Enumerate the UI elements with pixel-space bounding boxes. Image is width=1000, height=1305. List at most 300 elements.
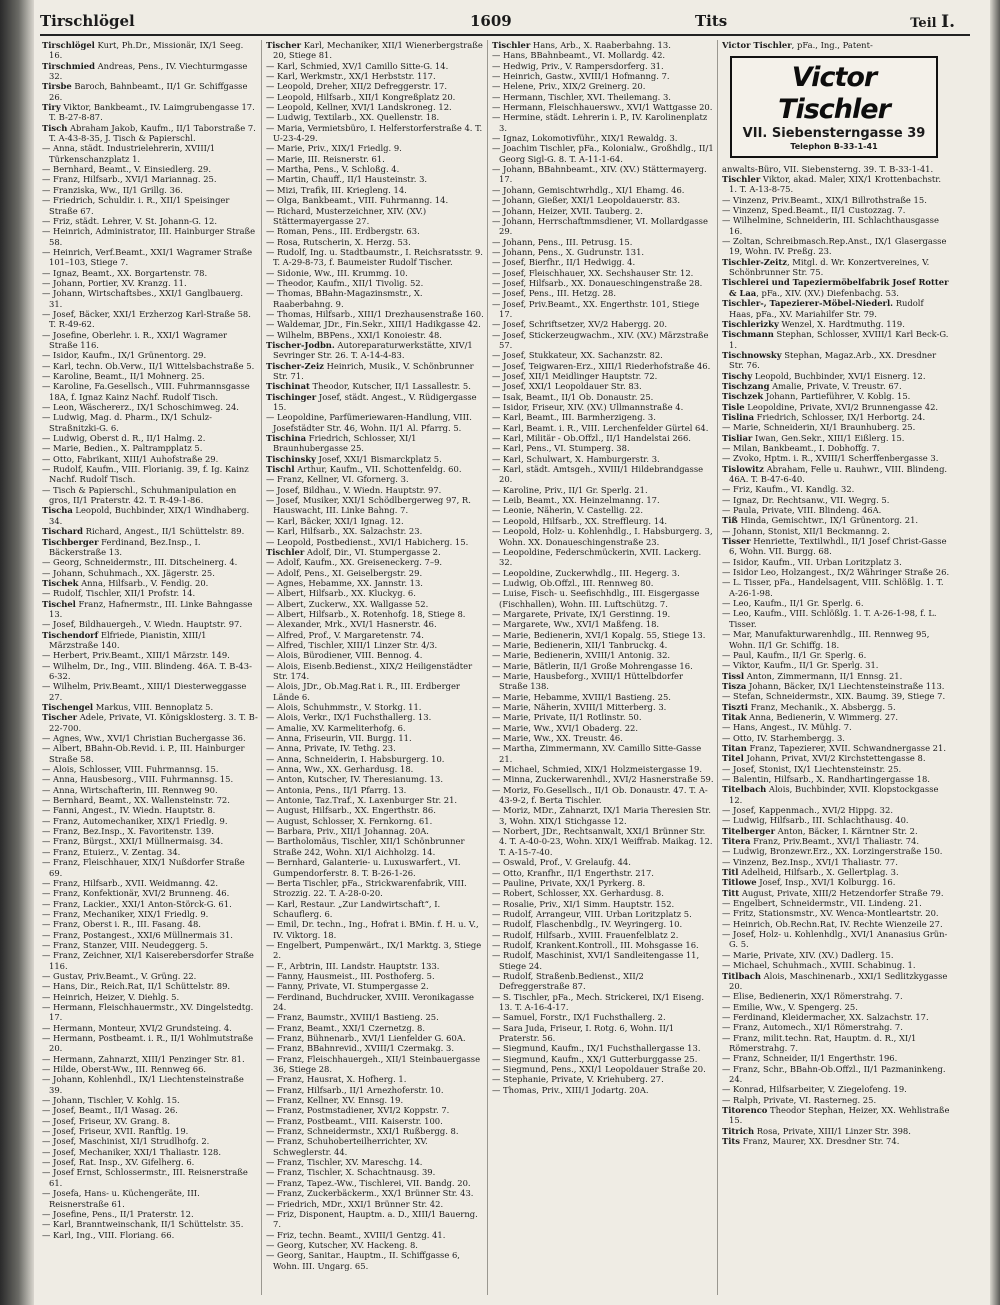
directory-entry xyxy=(42,795,258,805)
directory-entry xyxy=(266,764,484,774)
directory-entry xyxy=(266,1085,484,1095)
entry-details: — Alfred, Prof., V. Margaretenstr. 74. xyxy=(266,629,424,640)
directory-entry xyxy=(722,350,950,371)
entry-details: Baroch, Bahnbeamt., II/1 Gr. Schiffgasse 26. xyxy=(49,81,248,102)
directory-entry xyxy=(266,619,484,629)
directory-entry xyxy=(492,630,714,640)
entry-details: — Josef, Bildhau., V. Wiedn. Hauptstr. 97. xyxy=(266,484,442,495)
entry-details: — Johann, Kohlenhdl., IX/1 Liechtensteinstraße 39. xyxy=(42,1074,244,1095)
directory-entry xyxy=(42,1126,258,1136)
entry-details: — Karl, Pens., VI. Stumperg. 38. xyxy=(492,443,630,454)
directory-entry xyxy=(492,1064,714,1074)
entry-details: — Johann, Pens., X. Gudrunstr. 131. xyxy=(492,246,645,257)
entry-details: — Rudolf, Ing. u. Stadtbaumstr., I. Reichsratsstr. 9. T. A-29-8-73, f. Baumeister Rudolf Tischer. xyxy=(266,246,483,268)
entry-details: — Hans, Dir., Reich.Rat, II/1 Schüttelstr. 89. xyxy=(42,981,231,992)
entry-details: — Karoline, Beamt., II/1 Mohnerg. 25. xyxy=(42,371,205,381)
entry-details: — Wilhelmine, Schneiderin, III. Schlachthausgasse 16. xyxy=(722,215,939,236)
entry-details: Johann, Privat, XVI/2 Kirchstettengasse 8. xyxy=(743,753,926,764)
directory-entry xyxy=(266,961,484,971)
directory-entry xyxy=(492,299,714,320)
directory-entry xyxy=(722,650,950,660)
directory-entry xyxy=(492,495,714,505)
directory-entry xyxy=(266,206,484,227)
directory-entry xyxy=(492,433,714,443)
entry-details: Franz, Maurer, XX. Dresdner Str. 74. xyxy=(740,1136,900,1146)
entry-details: — Marie, Hebamme, XVIII/1 Bastieng. 25. xyxy=(492,691,671,702)
entry-surname: Tischer xyxy=(42,712,78,723)
entry-details: Anton, Bäcker, I. Kärntner Str. 2. xyxy=(775,825,918,836)
directory-entry xyxy=(266,123,484,144)
entry-details: — Friz, städt. Lehrer, V. St. Johann-G. 12. xyxy=(42,215,218,226)
column-3 xyxy=(492,40,714,1295)
entry-surname: Tisza xyxy=(722,680,747,691)
directory-entry xyxy=(492,888,714,898)
entry-details: Theodor Stephan, Heizer, XX. Wehlistraße 15. xyxy=(729,1104,950,1126)
entry-surname: Titak xyxy=(722,711,747,722)
entry-details: Henriette, Textilwhdl., II/1 Josef Christ-Gasse 6, Wohn. VII. Burgg. 68. xyxy=(729,536,947,557)
entry-details: — Anna, Hausbesorg., VIII. Fuhrmannsg. 15. xyxy=(42,774,234,785)
entry-details: — Otto, IV. Starhembergg. 3. xyxy=(722,732,845,743)
entry-details: — Franz, Oberst i. R., III. Fasang. 48. xyxy=(42,919,201,930)
directory-entry xyxy=(42,309,258,330)
entry-details: — Heinrich, Gastw., XVIII/1 Hofmanng. 7. xyxy=(492,71,670,82)
entry-surname: Titelberger xyxy=(722,825,775,836)
directory-entry xyxy=(492,216,714,237)
directory-entry xyxy=(722,950,950,960)
directory-entry xyxy=(492,485,714,495)
directory-entry xyxy=(42,454,258,464)
directory-entry xyxy=(492,712,714,722)
directory-entry xyxy=(722,1012,950,1022)
directory-entry xyxy=(266,992,484,1013)
entry-surname: Tischl xyxy=(266,464,295,475)
directory-entry xyxy=(266,1095,484,1105)
directory-entry xyxy=(266,774,484,784)
entry-details: — Anna, Wirtschafterin, III. Rennweg 90. xyxy=(42,784,218,795)
entry-surname: Tischinger xyxy=(266,391,317,402)
entry-details: — Luise, Fisch- u. Seefischhdlg., III. Eisgergasse (Fischhallen), Wohn. III. Luftschützg. 7. xyxy=(492,588,700,609)
entry-details: — Emilie, Ww., V. Spengerg. 25. xyxy=(722,1001,858,1012)
entry-surname: Titan xyxy=(722,742,747,753)
directory-entry xyxy=(42,878,258,888)
entry-details: — Josefa, Hans- u. Küchengeräte, III. Reisnerstraße 61. xyxy=(42,1188,200,1209)
entry-details: — Wilhelm, BBPens., XXI/1 Konoiestr. 48. xyxy=(266,329,442,340)
entry-surname: Titel xyxy=(722,753,744,764)
directory-entry xyxy=(722,1064,950,1085)
entry-details: — Bernhard, Galanterie- u. Luxuswarfert., VI. Gumpendorferstr. 8. T. B-26-1-26. xyxy=(266,857,461,878)
directory-entry xyxy=(492,992,714,1013)
entry-details: — Otto, Fabrikant, XIII/1 Auhofstraße 29. xyxy=(42,453,219,464)
directory-entry xyxy=(42,743,258,764)
entry-details: — Anna, städt. Industrielehrerin, XVIII/1 Türkenschanzplatz 1. xyxy=(42,143,216,164)
entry-details: — Franz, Kellner, XV. Ennsg. 19. xyxy=(266,1095,404,1106)
directory-entry xyxy=(42,40,258,61)
entry-details: Adolf, Dir., VI. Stumpergasse 2. xyxy=(304,546,441,557)
page-header xyxy=(40,8,955,34)
directory-entry xyxy=(266,743,484,753)
entry-details: — Thomas, Priv., XIII/1 Jodartg. 20A. xyxy=(492,1084,649,1095)
entry-details: — Franz, Mechaniker, XIX/1 Friedlg. 9. xyxy=(42,908,209,919)
directory-entry xyxy=(492,1054,714,1064)
entry-surname: Tischlerei und Tapeziermöbelfabrik Josef Rotter & Laa xyxy=(722,277,949,298)
entry-details: — Ralph, Private, VI. Rasterneg. 25. xyxy=(722,1094,877,1105)
entry-details: — Isidor Leo, Holzangest., IX/2 Währinger Straße 26. xyxy=(722,567,950,578)
entry-details: — Karl, Werkmstr., XX/1 Herbststr. 117. xyxy=(266,71,436,82)
entry-details: — Josef, Stukkateur, XX. Sachanzstr. 82. xyxy=(492,350,663,361)
entry-details: Abraham Jakob, Kaufm., II/1 Taborstraße 7. T. A-43-8-35, J. Tisch & Papierschl. xyxy=(49,122,256,144)
entry-details: Hinda, Gemischtwr., IX/1 Grünentorg. 21. xyxy=(737,515,919,526)
directory-entry xyxy=(492,1012,714,1022)
directory-entry xyxy=(266,878,484,899)
entry-details: — Anna, Private, IV. Tethg. 23. xyxy=(266,743,396,754)
directory-entry xyxy=(722,381,950,391)
column-divider xyxy=(487,40,488,1295)
directory-entry xyxy=(42,909,258,919)
entry-details: — Ignaz, Dr. Rechtsanw., VII. Wegrg. 5. xyxy=(722,494,890,505)
directory-entry xyxy=(42,1188,258,1209)
entry-details: — Ludwig, Mag. d. Pharm., IX/1 Schulz-Straßnitzki-G. 6. xyxy=(42,412,212,433)
directory-entry xyxy=(492,764,714,774)
advertisement-box xyxy=(730,56,938,157)
directory-entry xyxy=(266,1033,484,1043)
directory-entry xyxy=(492,278,714,288)
entry-details: — Konrad, Hilfsarbeiter, V. Ziegelofeng. 19. xyxy=(722,1084,907,1095)
entry-details: Leopold, Buchbinder, XVI/1 Eisnerg. 12. xyxy=(752,370,926,381)
directory-entry xyxy=(266,516,484,526)
entry-details: Abraham, Felle u. Rauhwr., VIII. Blindeng. 46A. T. B-47-6-40. xyxy=(729,463,948,484)
directory-entry xyxy=(492,371,714,381)
entry-details: anwalts-Büro, VII. Siebensterng. 39. T. B-33-1-41. xyxy=(722,163,934,174)
directory-entry xyxy=(266,319,484,329)
entry-details: — Isak, Beamt., II/1 Ob. Donaustr. 25. xyxy=(492,391,654,402)
directory-entry xyxy=(42,578,258,588)
entry-details: — Rudolf, Krankent.Kontroll., III. Mohsgasse 16. xyxy=(492,939,699,950)
entry-details: — Josef, Fleischhauer, XX. Sechshauser Str. 12. xyxy=(492,267,694,278)
entry-surname: Tischzek xyxy=(722,391,764,402)
entry-details: Hans, Arb., X. Raaberbahng. 13. xyxy=(530,40,671,50)
directory-entry xyxy=(42,247,258,268)
entry-details: — Vinzenz, Bez.Insp., XVI/1 Thaliastr. 77. xyxy=(722,856,898,867)
entry-details: — Thomas, Hilfsarb., XIII/1 Drezhausenstraße 160. xyxy=(266,308,484,319)
entry-surname: Titrich xyxy=(722,1125,755,1136)
entry-details: — L. Tisser, pFa., Handelsagent, VIII. Schlößlg. 1. T. A-26-1-98. xyxy=(722,577,944,598)
directory-entry xyxy=(266,805,484,815)
directory-entry xyxy=(492,1023,714,1044)
entry-details: — Karl, Beamt., III. Barmherzigeng. 3. xyxy=(492,412,656,423)
directory-entry xyxy=(722,867,950,877)
entry-details: — Karl, Branntweinschank, II/1 Schüttelstr. 35. xyxy=(42,1219,244,1230)
directory-entry xyxy=(722,598,950,608)
entry-details: Wenzel, X. Hardtmuthg. 119. xyxy=(778,318,905,329)
entry-details: — Ferdinand, Kleidermacher, XX. Salzachstr. 17. xyxy=(722,1011,929,1022)
entry-surname: Tischler xyxy=(492,40,531,50)
directory-entry xyxy=(266,485,484,495)
entry-details: — Franz, Hilfsarb., II/1 Arnezhoferstr. 10. xyxy=(266,1084,444,1095)
entry-details: — Franz, Postbeamt., VIII. Kaiserstr. 100. xyxy=(266,1115,443,1126)
directory-entry xyxy=(492,909,714,919)
directory-entry xyxy=(42,1054,258,1064)
entry-details: — Josef, Pens., III. Hetzg. 28. xyxy=(492,288,617,299)
directory-entry xyxy=(492,609,714,619)
entry-details: — Hermann, Zahnarzt, XIII/1 Penzinger Str. 81. xyxy=(42,1053,245,1064)
entry-details: — Adolf, Kaufm., XX. Greiseneckerg. 7–9. xyxy=(266,557,443,568)
entry-details: — Hans, Angest., IV. Mühlg. 7. xyxy=(722,722,852,733)
entry-surname: Tisser xyxy=(722,536,751,547)
entry-details: — Franz, Beamt., XXI/1 Czernetzg. 8. xyxy=(266,1022,426,1033)
entry-surname: Titorenco xyxy=(722,1104,768,1115)
entry-details: — Friz, techn. Beamt., XVIII/1 Gentzg. 41. xyxy=(266,1229,446,1240)
entry-details: — Moriz, Fo.Gesellsch., II/1 Ob. Donaustr. 47. T. A-43-9-2, f. Berta Tischler. xyxy=(492,784,708,806)
directory-entry xyxy=(266,71,484,81)
scan-edge-left xyxy=(0,0,34,1305)
entry-details: — Franz, Stanzer, VIII. Neudeggerg. 5. xyxy=(42,939,208,950)
entry-details: — Josef, Maschinist, XI/1 Strudlhofg. 2. xyxy=(42,1136,210,1147)
directory-entry xyxy=(266,826,484,836)
entry-surname: Titlowe xyxy=(722,877,757,888)
entry-details: — Karoline, Priv., II/1 Gr. Sperlg. 21. xyxy=(492,484,648,495)
entry-details: , Mitgl. d. Wr. Konzertvereines, V. Schönbrunner Str. 75. xyxy=(729,256,930,278)
entry-details: — Franziska, Ww., II/1 Grillg. 36. xyxy=(42,184,183,195)
entry-details: — Johann, Schuhmach., XX. Jägerstr. 25. xyxy=(42,567,215,578)
directory-entry xyxy=(42,847,258,857)
entry-surname: Tirsbe xyxy=(42,81,72,92)
entry-details: Alois, Maschinenarb., XXI/1 Sedlitzkygasse 20. xyxy=(729,970,948,991)
directory-entry xyxy=(266,547,484,557)
entry-details: — Albert, BBahn-Ob.Revid. i. P., III. Hainburger Straße 58. xyxy=(42,743,245,764)
entry-details: — Marie, Ww., XVI/1 Obaderg. 22. xyxy=(492,722,639,733)
directory-entry xyxy=(42,950,258,971)
entry-details: — Anton, Kutscher, IV. Theresianumg. 13. xyxy=(266,774,443,785)
directory-entry xyxy=(492,361,714,371)
directory-entry xyxy=(492,1074,714,1084)
entry-details: — Ludwig, Oberst d. R., II/1 Halmg. 2. xyxy=(42,433,206,444)
directory-entry xyxy=(722,929,950,950)
entry-details: — Martin, Chauff., II/1 Hausteinstr. 3. xyxy=(266,174,428,185)
entry-details: — Elise, Bedienerin, XX/1 Römerstrahg. 7. xyxy=(722,991,903,1002)
directory-entry xyxy=(42,123,258,144)
directory-entry xyxy=(722,164,950,174)
entry-details: — Marie, Hausbeforg., XVIII/1 Hüttelbdorfer Straße 138. xyxy=(492,670,684,692)
entry-details: — Franz, BBahnrevid., XVIII/1 Czermakg. 3. xyxy=(266,1043,454,1054)
directory-entry xyxy=(266,247,484,268)
entry-details: — Karl, Bäcker, XXI/1 Ignag. 12. xyxy=(266,515,404,526)
directory-entry xyxy=(492,92,714,102)
directory-entry xyxy=(492,671,714,692)
entry-surname: Tischer-Zeiz xyxy=(266,360,324,371)
entry-surname: Tischendorf xyxy=(42,629,99,640)
entry-details: — Karl, Hilfsarb., XX. Salzachstr. 23. xyxy=(266,526,423,537)
directory-entry xyxy=(42,971,258,981)
entry-details: — Franz, Fleischhauer, XIX/1 Nußdorfer Straße 69. xyxy=(42,857,245,878)
entry-details: , pFa., XIV. (XV.) Diefenbachg. 53. xyxy=(756,287,899,298)
entry-details: — Johann, Pens., III. Petrusg. 15. xyxy=(492,236,633,247)
directory-entry xyxy=(266,661,484,682)
directory-entry xyxy=(492,857,714,867)
directory-entry xyxy=(42,81,258,102)
directory-entry xyxy=(266,392,484,413)
entry-surname: Tischina xyxy=(266,433,307,444)
directory-entry xyxy=(722,608,950,629)
directory-entry xyxy=(42,805,258,815)
entry-details: — Hermann, Postbeamt. i. R., II/1 Wohlmutstraße 20. xyxy=(42,1033,254,1054)
directory-entry xyxy=(266,1012,484,1022)
entry-details: — Pauline, Private, XX/1 Pyrkerg. 8. xyxy=(492,877,646,888)
scan-edge-right xyxy=(990,0,1000,1305)
entry-details: — Leo, Kaufm., VIII. Schlößlg. 1. T. A-26-1-98, f. L. Tisser. xyxy=(722,608,937,629)
directory-entry xyxy=(722,1033,950,1054)
directory-entry xyxy=(266,609,484,619)
directory-entry xyxy=(492,454,714,464)
entry-details: — Leopold, Dreher, XII/2 Defreggerstr. 17. xyxy=(266,81,447,92)
entry-surname: Tissl xyxy=(722,670,745,681)
directory-entry xyxy=(266,940,484,961)
entry-details: — Anna, Friseurin, VII. Burgg. 11. xyxy=(266,733,412,744)
directory-entry xyxy=(722,174,950,195)
entry-details: — Franz, Tischler, X. Schachtnausg. 39. xyxy=(266,1167,436,1178)
directory-entry xyxy=(266,1230,484,1240)
entry-details: — Georg, Schneidermstr., III. Ditscheinerg. 4. xyxy=(42,557,238,568)
directory-entry xyxy=(42,899,258,909)
directory-entry xyxy=(266,81,484,91)
directory-entry xyxy=(42,143,258,164)
directory-entry xyxy=(266,857,484,878)
entry-details: — Hermann, Tischler, XVI. Theilemang. 3. xyxy=(492,91,671,102)
entry-details: — Franz, Schuhoberteilherrichter, XV. Schweglerstr. 44. xyxy=(266,1136,428,1157)
directory-entry xyxy=(492,930,714,940)
directory-entry xyxy=(492,702,714,712)
directory-entry xyxy=(492,61,714,71)
entry-details: — Franz, Bürgst., XXI/1 Müllnermaisg. 34. xyxy=(42,836,224,847)
directory-entry xyxy=(492,319,714,329)
entry-details: — Hermann, Monteur, XVI/2 Grundsteing. 4. xyxy=(42,1022,232,1033)
entry-details: — Alois, JDr., Ob.Mag.Rat i. R., III. Erdberger Lände 6. xyxy=(266,681,460,702)
directory-entry xyxy=(266,1054,484,1075)
entry-details: Ferdinand, Bez.Insp., I. Bäckerstraße 13. xyxy=(49,536,201,557)
entry-details: — Marie, Private, XIV. (XV.) Dadlerg. 15. xyxy=(722,949,894,960)
directory-entry xyxy=(492,805,714,826)
directory-entry xyxy=(492,1085,714,1095)
directory-entry xyxy=(42,588,258,598)
entry-details: — Stefan, Schneidermstr., XIX. Baumg. 39, Stiege 7. xyxy=(722,691,946,702)
entry-details: — Heinrich, Administrator, III. Hainburger Straße 58. xyxy=(42,226,256,247)
entry-details: — Fanny, Private, VI. Stumpergasse 2. xyxy=(266,981,429,992)
directory-entry xyxy=(42,599,258,620)
entry-details: — Josef, Bäcker, XXI/1 Erzherzog Karl-Straße 58. T. R-49-62. xyxy=(42,308,251,330)
entry-details: — Barbara, Priv., XII/1 Johannag. 20A. xyxy=(266,826,429,837)
directory-entry xyxy=(722,319,950,329)
entry-details: Stephan, Magaz.Arb., XX. Dresdner Str. 76. xyxy=(729,349,937,371)
entry-surname: Tischel xyxy=(42,598,76,609)
directory-entry xyxy=(492,568,714,578)
directory-entry xyxy=(722,712,950,722)
directory-entry xyxy=(266,237,484,247)
directory-entry xyxy=(492,526,714,547)
entry-surname: Tischlerizky xyxy=(722,318,779,329)
entry-details: — Josef Ernst, Schlossermstr., III. Reisnerstraße 61. xyxy=(42,1167,248,1188)
directory-entry xyxy=(42,1064,258,1074)
entry-details: — Franz, Zuckerbäckerm., XX/1 Brünner Str. 43. xyxy=(266,1188,474,1199)
entry-surname: Tisliar xyxy=(722,432,753,443)
directory-entry xyxy=(722,329,950,350)
entry-details: — Hedwig, Priv., V. Rampersdorferg. 31. xyxy=(492,60,664,71)
entry-details: Friedrich, Schlosser, XI/1 Braunhubergasse 25. xyxy=(273,433,417,454)
directory-entry xyxy=(492,40,714,50)
directory-entry xyxy=(42,785,258,795)
entry-details: — August, Hilfsarb., XX. Engerthstr. 86. xyxy=(266,805,436,816)
directory-entry xyxy=(492,185,714,195)
entry-details: — Fanny, Hausmeist., III. Posthoferg. 5. xyxy=(266,970,435,981)
entry-details: — Vinzenz, Sped.Beamt., II/1 Custozzag. 7. xyxy=(722,205,906,216)
directory-entry xyxy=(42,526,258,536)
directory-entry xyxy=(42,1136,258,1146)
directory-entry xyxy=(266,1023,484,1033)
entry-details: — Josefine, Oberlehr. i. R., XXI/1 Wagramer Straße 116. xyxy=(42,329,228,350)
directory-entry xyxy=(266,268,484,278)
entry-details: — Marie, Näherin, XVIII/1 Mitterberg. 3. xyxy=(492,702,667,712)
directory-entry xyxy=(42,1033,258,1054)
directory-entry xyxy=(266,578,484,588)
directory-entry xyxy=(266,630,484,640)
entry-details: — Karl, Schmied, XV/1 Camillo Sitte-G. 14. xyxy=(266,60,449,71)
directory-entry xyxy=(42,443,258,453)
directory-entry xyxy=(266,640,484,650)
directory-entry xyxy=(266,40,484,61)
directory-entry xyxy=(722,1053,950,1063)
entry-details: — Josef, Beamt., II/1 Wasag. 26. xyxy=(42,1105,178,1116)
entry-details: — Paula, Private, VIII. Blindeng. 46A. xyxy=(722,505,882,516)
directory-entry xyxy=(492,268,714,278)
directory-entry xyxy=(42,1116,258,1126)
directory-entry xyxy=(492,443,714,453)
directory-entry xyxy=(266,92,484,102)
directory-entry xyxy=(722,215,950,236)
entry-details: — Franz, Kellner, VI. Gfornerg. 3. xyxy=(266,474,409,485)
entry-details: — Alois, Schuhmmstr., V. Storkg. 11. xyxy=(266,702,422,712)
entry-details: — Engelbert, Pumpenwärt., IX/1 Marktg. 3, Stiege 2. xyxy=(266,939,482,961)
entry-surname: Tischer xyxy=(266,40,302,50)
entry-details: — Tisch & Papierschl., Schuhmanipulation en gros, II/1 Praterstr. 42. T. R-49-1-86. xyxy=(42,484,237,506)
entry-surname: Tischengel xyxy=(42,702,94,712)
part-number: I. xyxy=(941,12,955,32)
entry-details: — Josef, Musiker, XXI/1 Schödlbergerweg 97, R. Hauswacht, III. Linke Bahng. 7. xyxy=(266,495,471,516)
entry-details: — Fritz, Stationsmstr., XV. Wenca-Montleartstr. 20. xyxy=(722,908,939,919)
directory-entry xyxy=(266,1126,484,1136)
directory-entry xyxy=(722,1022,950,1032)
directory-entry xyxy=(722,629,950,650)
directory-entry xyxy=(266,412,484,433)
directory-entry xyxy=(722,660,950,670)
directory-entry xyxy=(492,423,714,433)
directory-entry xyxy=(722,526,950,536)
directory-entry xyxy=(492,826,714,857)
entry-details: — Franz, Bez.Insp., X. Favoritenstr. 139. xyxy=(42,826,214,837)
entry-details: — Minna, Zuckerwarenhdl., XVI/2 Hasnerstraße 59. xyxy=(492,774,714,785)
directory-entry xyxy=(266,1199,484,1209)
entry-details: Josef, XXI/1 Bismarckplatz 5. xyxy=(315,453,442,464)
entry-surname: Tischberger xyxy=(42,536,99,547)
directory-entry xyxy=(42,226,258,247)
entry-details: Alois, Buchbinder, XVII. Klopstockgasse 12. xyxy=(729,784,939,805)
entry-surname: Tischzang xyxy=(722,380,770,391)
entry-details: — Ludwig, Textilarb., XX. Quellenstr. 18. xyxy=(266,112,440,123)
directory-entry xyxy=(492,81,714,91)
directory-entry xyxy=(266,785,484,795)
directory-entry xyxy=(266,723,484,733)
directory-entry xyxy=(722,733,950,743)
entry-details: Markus, VIII. Bennoplatz 5. xyxy=(93,702,214,712)
entry-details: Adelheid, Hilfsarb., X. Gellertplag. 3. xyxy=(738,867,899,878)
directory-entry xyxy=(266,154,484,164)
